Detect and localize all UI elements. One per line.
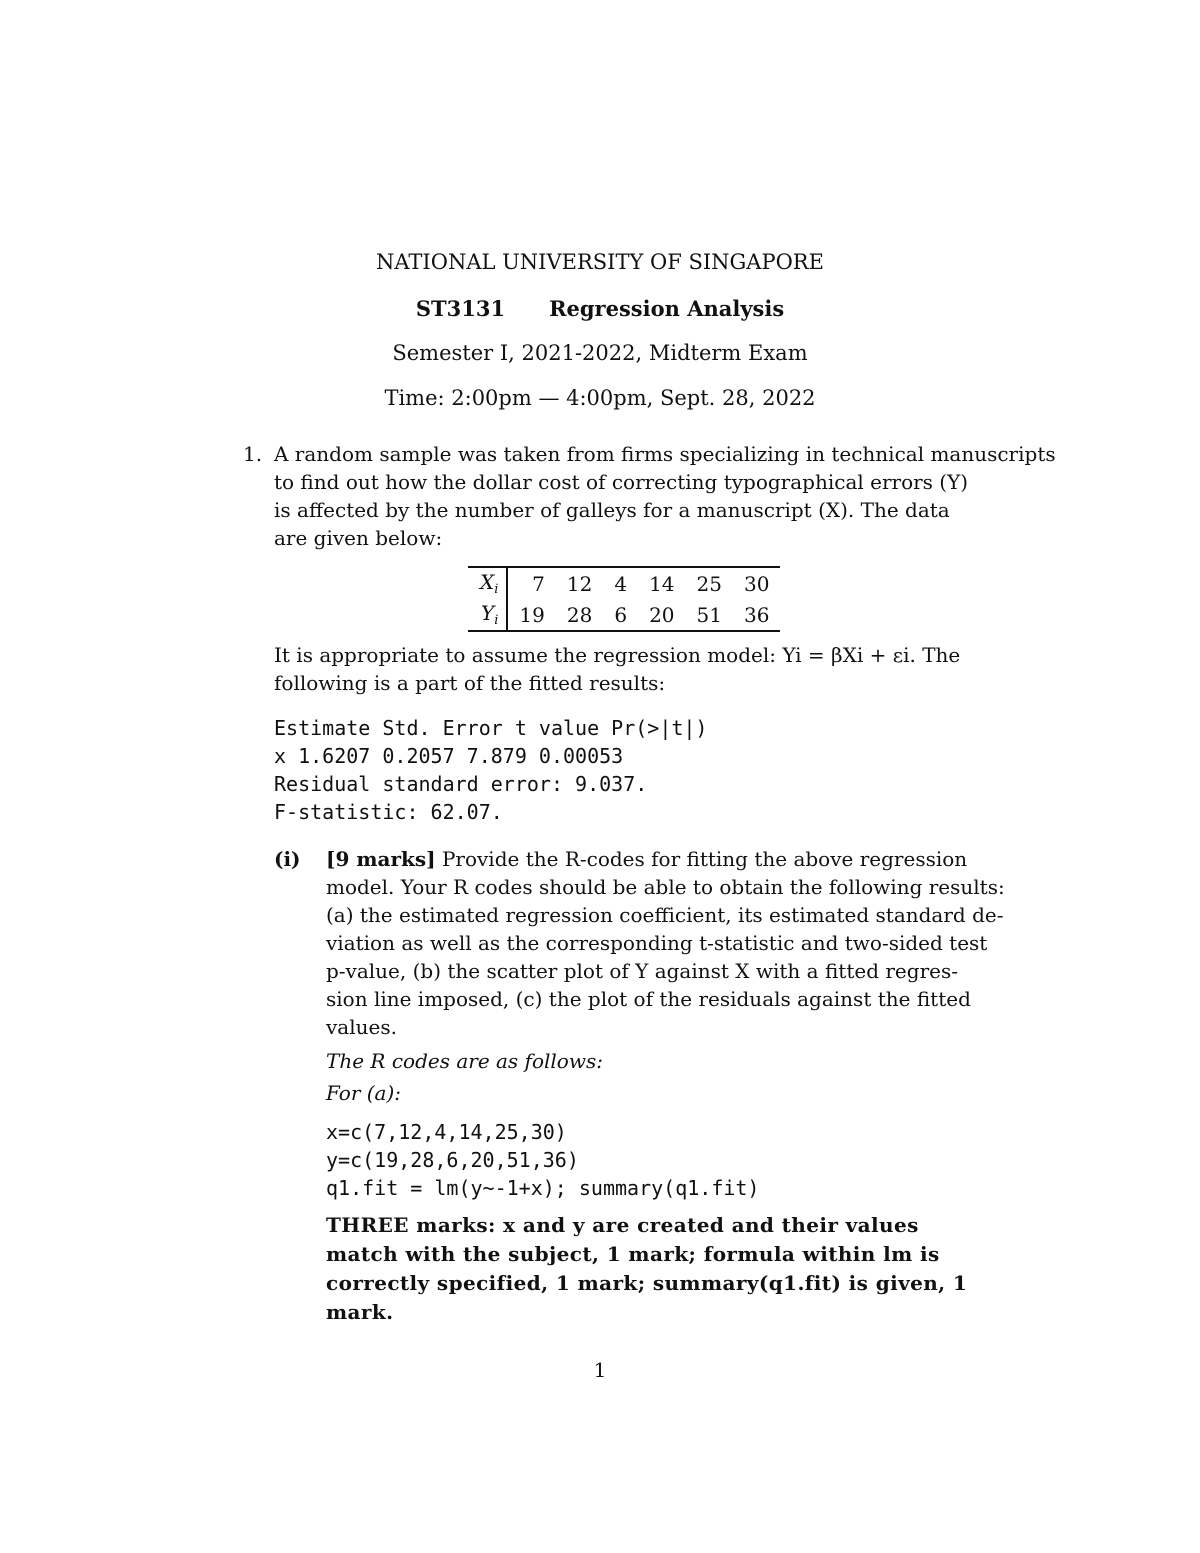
marking-line: THREE marks: x and y are created and their values	[326, 1213, 919, 1237]
for-a-label: For (a):	[326, 1081, 402, 1105]
course-name: Regression Analysis	[549, 296, 785, 321]
table-cell: 4	[614, 571, 628, 596]
course-code: ST3131	[415, 296, 506, 321]
part-line: sion line imposed, (c) the plot of the residuals against the fitted	[326, 987, 971, 1011]
data-table	[468, 566, 780, 632]
semester-line: Semester I, 2021-2022, Midterm Exam	[392, 341, 808, 365]
marking-line: mark.	[326, 1300, 394, 1324]
part-marks: [9 marks]	[326, 847, 436, 871]
part-line: viation as well as the corresponding t-statistic and two-sided test	[326, 931, 988, 955]
university-name: NATIONAL UNIVERSITY OF SINGAPORE	[376, 250, 824, 274]
row-label-y: $Y_i$	[468, 599, 507, 631]
table-cell: 19	[519, 602, 545, 627]
part-first-line	[326, 847, 967, 871]
table-row-x	[468, 567, 780, 599]
output-line: Estimate Std. Error t value Pr(>|t|)	[274, 716, 708, 740]
output-line: F-statistic: 62.07.	[274, 800, 503, 824]
course-title	[0, 296, 1200, 321]
time-line: Time: 2:00pm — 4:00pm, Sept. 28, 2022	[384, 386, 816, 410]
part-line: values.	[326, 1015, 397, 1039]
output-line: x 1.6207 0.2057 7.879 0.00053	[274, 744, 624, 768]
table-cell: 12	[566, 571, 593, 596]
table-cell: 7	[532, 571, 545, 596]
code-line: x=c(7,12,4,14,25,30)	[326, 1120, 567, 1144]
table-cell: 6	[614, 602, 628, 627]
marking-line: correctly specified, 1 mark; summary(q1.fit) is given, 1	[326, 1271, 968, 1295]
part-label: (i)	[274, 847, 301, 871]
part-text: Provide the R-codes for fitting the above regression	[441, 847, 968, 871]
model-line: It is appropriate to assume the regression model: Yi = βXi + εi. The	[274, 643, 961, 667]
part-line: p-value, (b) the scatter plot of Y against X with a fitted regres-	[326, 959, 958, 983]
codes-intro: The R codes are as follows:	[326, 1049, 603, 1073]
intro-line: A random sample was taken from firms specializing in technical manuscripts	[274, 442, 1056, 466]
question-number: 1.	[243, 442, 263, 466]
part-line: (a) the estimated regression coefficient, its estimated standard de-	[326, 903, 1004, 927]
row-label-x: $X_i$	[468, 567, 507, 599]
intro-line: is affected by the number of galleys for a manuscript (X). The data	[274, 498, 950, 522]
model-line: following is a part of the fitted results:	[274, 671, 666, 695]
intro-line: are given below:	[274, 526, 443, 550]
page-number: 1	[593, 1358, 607, 1382]
table-cell: 25	[696, 571, 722, 596]
marking-line: match with the subject, 1 mark; formula within lm is	[326, 1242, 940, 1266]
table-cell: 20	[649, 602, 675, 627]
code-line: y=c(19,28,6,20,51,36)	[326, 1148, 579, 1172]
table-cell: 51	[696, 602, 722, 627]
table-row-y	[468, 599, 780, 631]
part-line: model. Your R codes should be able to obtain the following results:	[326, 875, 1005, 899]
table-cell: 14	[649, 571, 675, 596]
intro-line: to find out how the dollar cost of correcting typographical errors (Y)	[274, 470, 969, 494]
table-cell: 36	[743, 602, 770, 627]
table-cell: 28	[566, 602, 593, 627]
output-line: Residual standard error: 9.037.	[274, 772, 648, 796]
table-cell: 30	[743, 571, 770, 596]
code-line: q1.fit = lm(y~-1+x); summary(q1.fit)	[326, 1176, 760, 1200]
